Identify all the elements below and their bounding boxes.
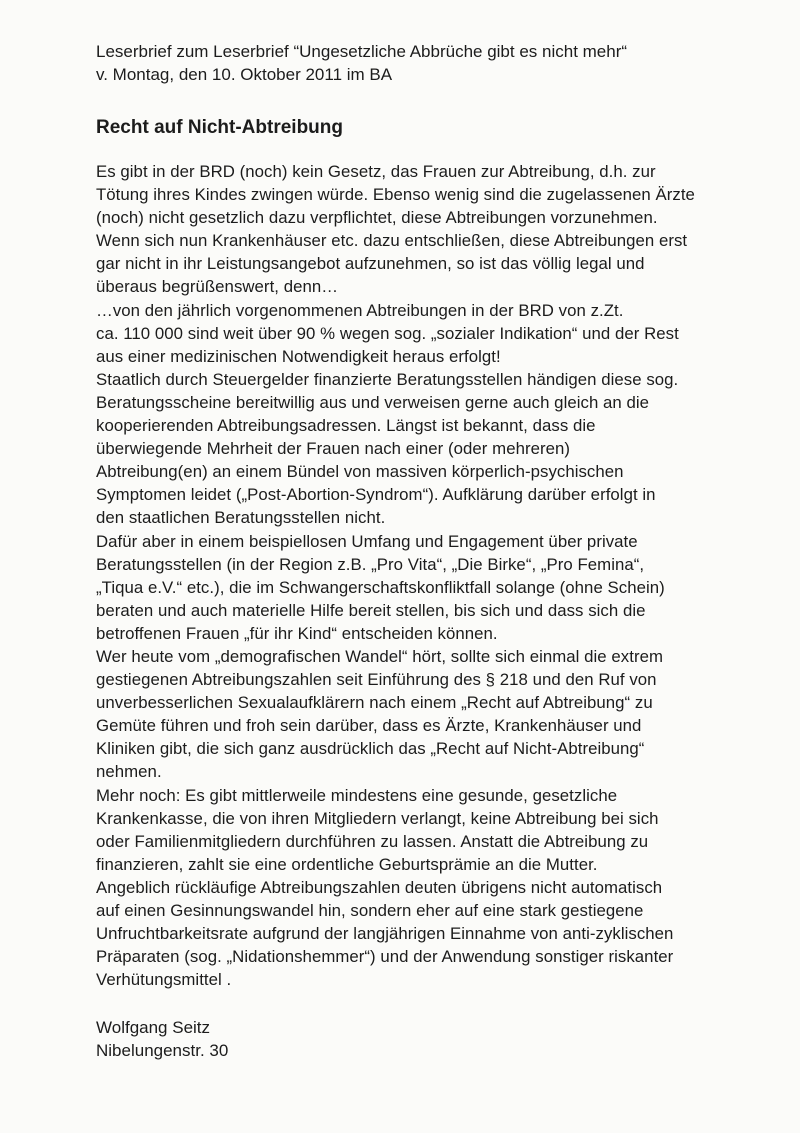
body-line: Unfruchtbarkeitsrate aufgrund der langjährigen Einnahme von anti-zyklischen (96, 924, 674, 944)
body-line: Tötung ihres Kindes zwingen würde. Ebenso wenig sind die zugelassenen Ärzte (96, 185, 695, 205)
letter-signature (96, 1016, 228, 1062)
letter-title: Recht auf Nicht-Abtreibung (96, 117, 343, 138)
letter-header (96, 40, 776, 86)
body-line: Symptomen leidet („Post-Abortion-Syndrom“). Aufklärung darüber erfolgt in (96, 485, 656, 505)
body-line: finanzieren, zahlt sie eine ordentliche Geburtsprämie an die Mutter. (96, 854, 598, 874)
body-line: „Tiqua e.V.“ etc.), die im Schwangerschaftskonfliktfall solange (ohne Schein) (96, 577, 665, 597)
body-line: nehmen. (96, 762, 162, 782)
body-line: gar nicht in ihr Leistungsangebot aufzunehmen, so ist das völlig legal und (96, 254, 645, 274)
body-line: ca. 110 000 sind weit über 90 % wegen sog. „sozialer Indikation“ und der Rest (96, 323, 679, 343)
body-line: Wer heute vom „demografischen Wandel“ hört, sollte sich einmal die extrem (96, 646, 663, 666)
body-line: unverbesserlichen Sexualaufklärern nach einem „Recht auf Abtreibung“ zu (96, 693, 653, 713)
body-line: auf einen Gesinnungswandel hin, sondern eher auf eine stark gestiegene (96, 901, 644, 920)
body-line: Es gibt in der BRD (noch) kein Gesetz, das Frauen zur Abtreibung, d.h. zur (96, 162, 656, 181)
letter-body (96, 160, 786, 991)
body-line: den staatlichen Beratungsstellen nicht. (96, 508, 386, 528)
body-line: Krankenkasse, die von ihren Mitgliedern verlangt, keine Abtreibung bei sich (96, 808, 659, 828)
body-line: Präparaten (sog. „Nidationshemmer“) und der Anwendung sonstiger riskanter (96, 947, 674, 967)
body-line: überaus begrüßenswert, denn… (96, 277, 339, 297)
body-line: Mehr noch: Es gibt mittlerweile mindestens eine gesunde, gesetzliche (96, 785, 618, 805)
body-line: Kliniken gibt, die sich ganz ausdrücklich das „Recht auf Nicht-Abtreibung“ (96, 739, 645, 759)
body-line: Abtreibung(en) an einem Bündel von massiven körperlich-psychischen (96, 462, 624, 482)
body-line: Staatlich durch Steuergelder finanzierte Beratungsstellen händigen diese sog. (96, 369, 679, 389)
body-line: Beratungsscheine bereitwillig aus und verweisen gerne auch gleich an die (96, 392, 650, 412)
body-line: aus einer medizinischen Notwendigkeit heraus erfolgt! (96, 346, 501, 366)
body-line: Dafür aber in einem beispiellosen Umfang und Engagement über private (96, 531, 638, 551)
body-line: (noch) nicht gesetzlich dazu verpflichtet, diese Abtreibungen vorzunehmen. (96, 208, 658, 228)
author-name: Wolfgang Seitz (96, 1018, 211, 1037)
body-line: oder Familienmitgliedern durchführen zu lassen. Anstatt die Abtreibung zu (96, 831, 649, 851)
body-line: Angeblich rückläufige Abtreibungszahlen deuten übrigens nicht automatisch (96, 877, 663, 897)
body-line: …von den jährlich vorgenommenen Abtreibungen in der BRD von z.Zt. (96, 300, 624, 320)
body-line: Gemüte führen und froh sein darüber, dass es Ärzte, Krankenhäuser und (96, 716, 642, 736)
body-line: überwiegende Mehrheit der Frauen nach einer (oder mehreren) (96, 439, 571, 459)
body-line: kooperierenden Abtreibungsadressen. Längst ist bekannt, dass die (96, 416, 596, 436)
body-line: Beratungsstellen (in der Region z.B. „Pro Vita“, „Die Birke“, „Pro Femina“, (96, 554, 645, 574)
author-address: Nibelungenstr. 30 (96, 1041, 229, 1060)
body-line: Wenn sich nun Krankenhäuser etc. dazu entschließen, diese Abtreibungen erst (96, 231, 688, 251)
header-reference-line: Leserbrief zum Leserbrief “Ungesetzliche Abbrüche gibt es nicht mehr“ (96, 42, 628, 61)
body-line: Verhütungsmittel . (96, 970, 232, 990)
body-line: betroffenen Frauen „für ihr Kind“ entscheiden können. (96, 623, 498, 643)
body-line: beraten und auch materielle Hilfe bereit stellen, bis sich und dass sich die (96, 600, 646, 620)
body-line: gestiegenen Abtreibungszahlen seit Einführung des § 218 und den Ruf von (96, 670, 657, 690)
header-date-line: v. Montag, den 10. Oktober 2011 im BA (96, 65, 393, 84)
